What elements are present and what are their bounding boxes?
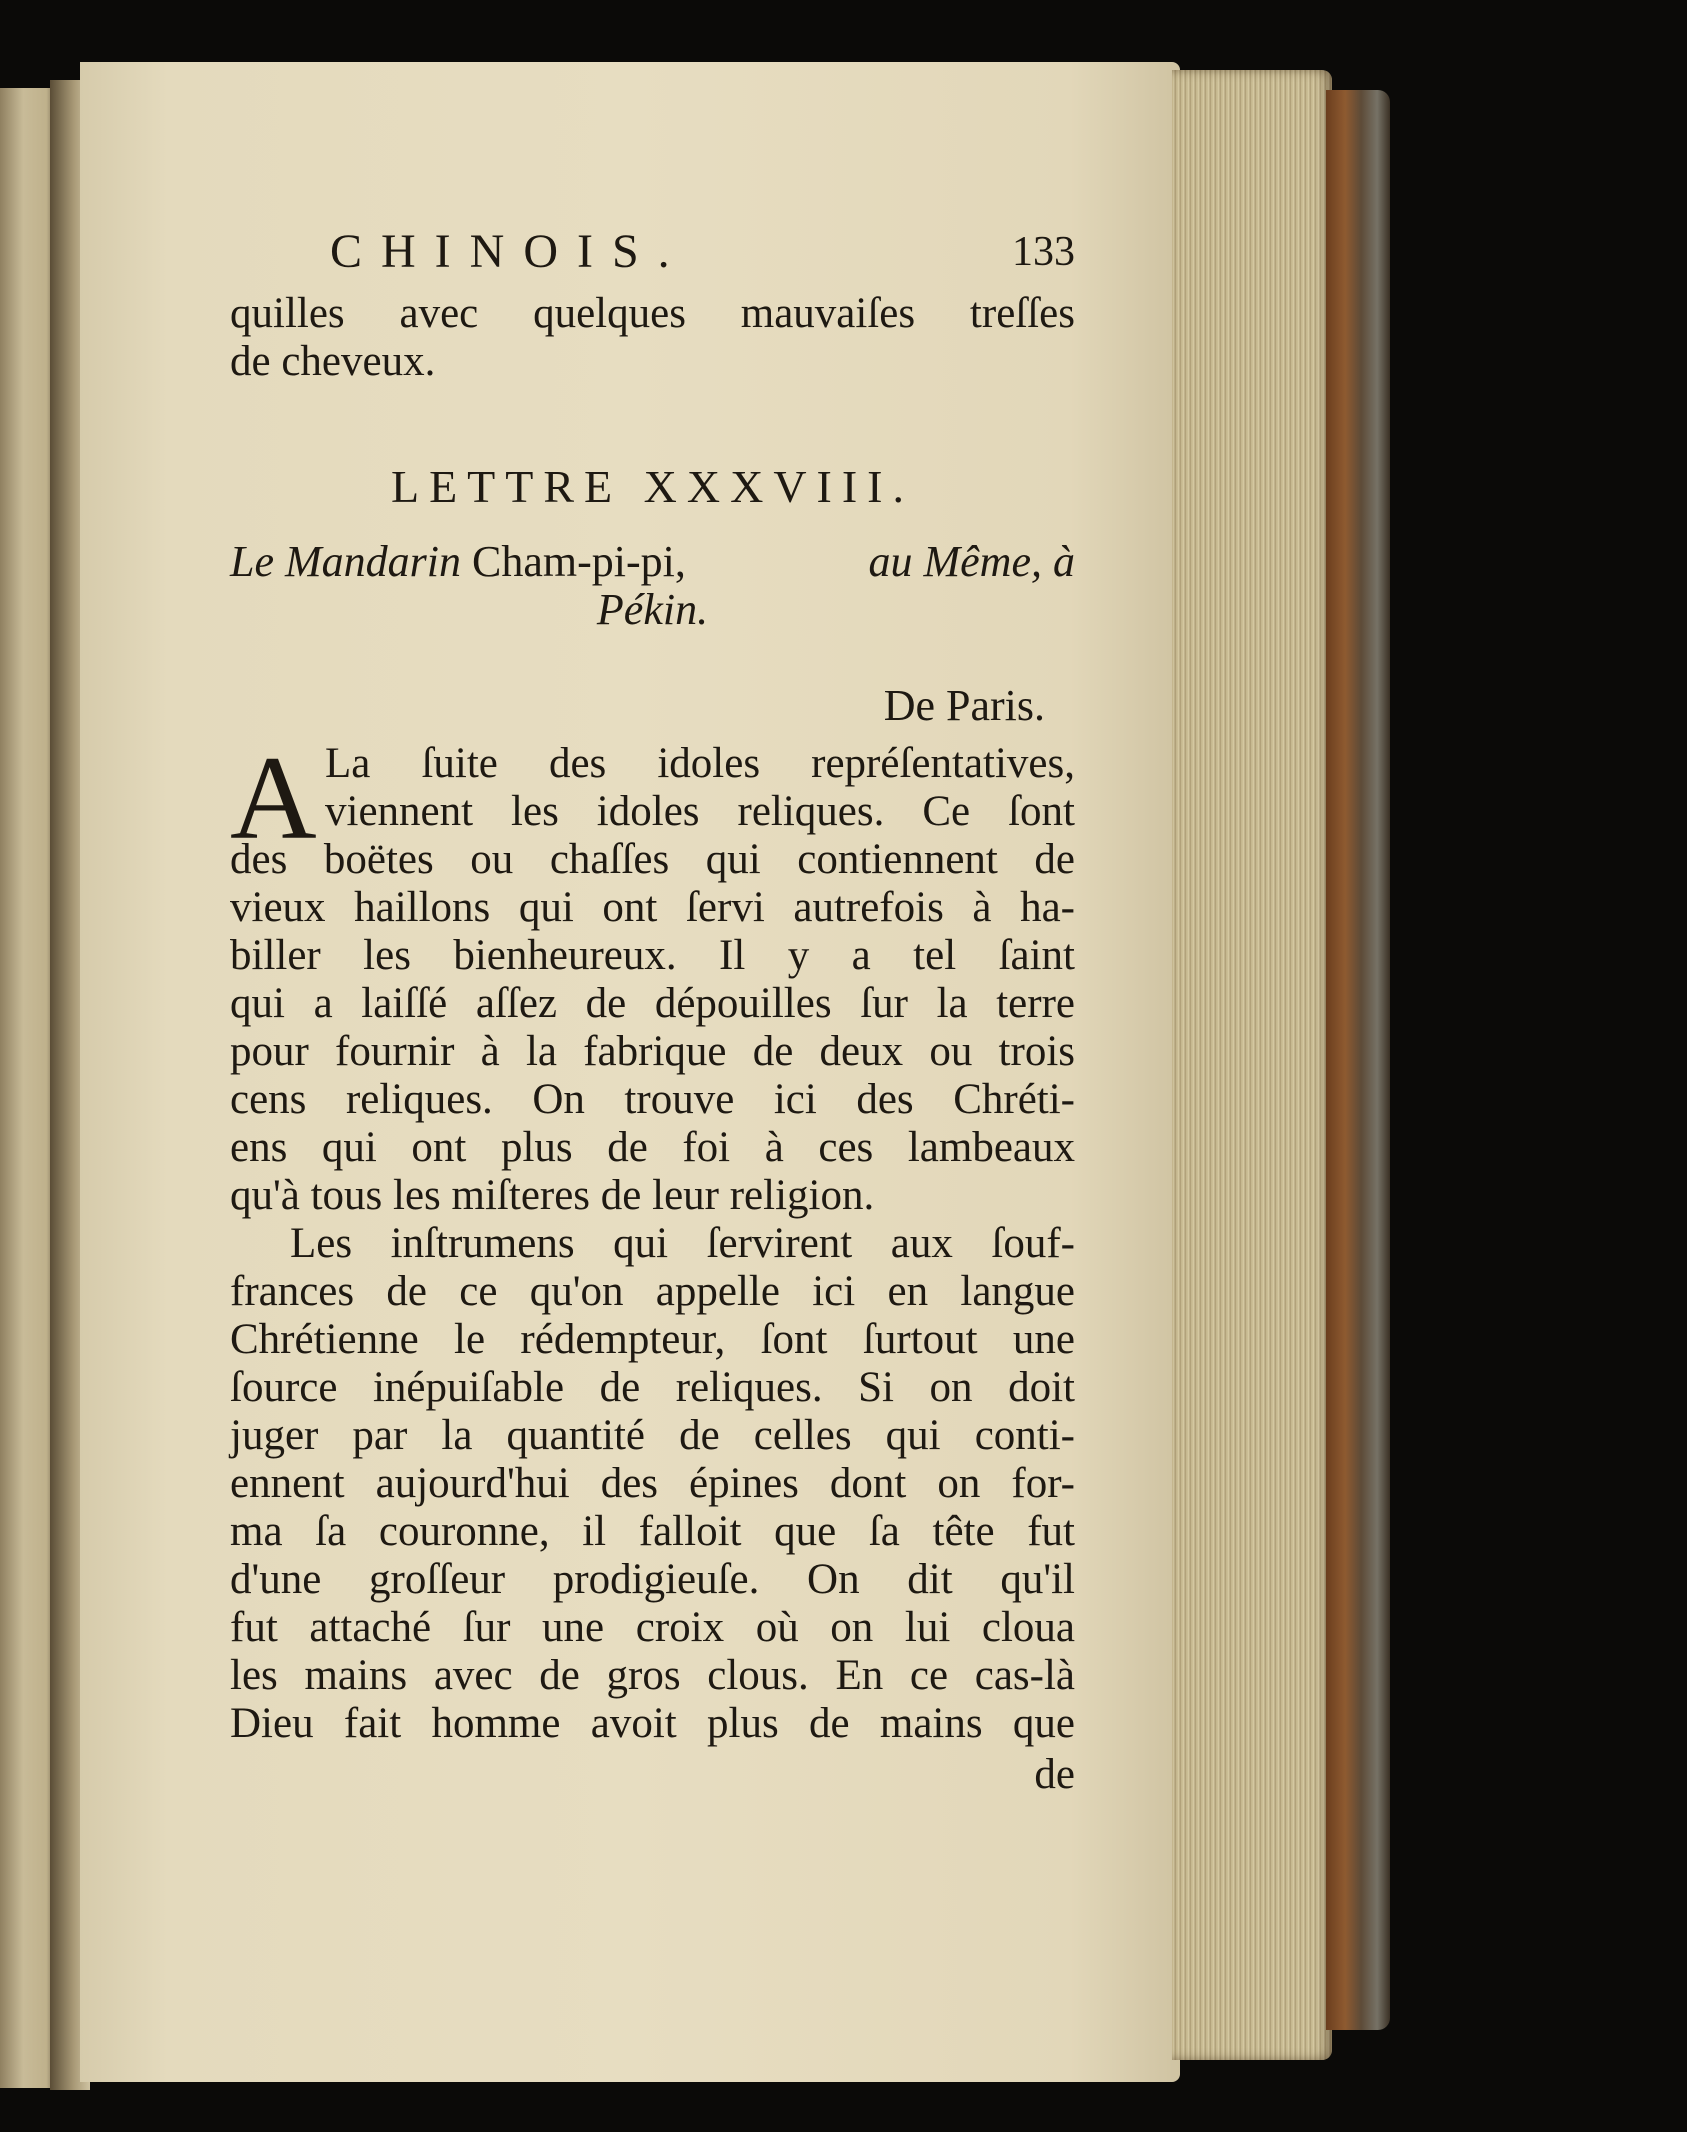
drop-cap: A bbox=[230, 731, 317, 864]
page-number: 133 bbox=[1012, 229, 1075, 275]
text-line: ma ſa couronne, il falloit que ſa tête fut bbox=[230, 1508, 1075, 1555]
text-line: biller les bienheureux. Il y a tel ſaint bbox=[230, 932, 1075, 979]
text-line: Les inſtrumens qui ſervirent aux ſouf- bbox=[290, 1220, 1075, 1267]
text-line: qu'à tous les miſteres de leur religion. bbox=[230, 1172, 875, 1219]
page-block-edges bbox=[1172, 70, 1332, 2060]
text-line: Dieu fait homme avoit plus de mains que bbox=[230, 1700, 1075, 1747]
address-part: au Même, à bbox=[868, 537, 1075, 586]
address-city: Pékin. bbox=[596, 585, 709, 634]
address-name: Cham-pi-pi, bbox=[472, 537, 686, 586]
running-head: CHINOIS. bbox=[330, 225, 689, 278]
letter-address bbox=[230, 538, 1075, 586]
letter-title: LETTRE XXXVIII. bbox=[390, 461, 914, 512]
text-line: des boëtes ou chaſſes qui contiennent de bbox=[230, 836, 1075, 883]
text-line: quilles avec quelques mauvaiſes treſſes bbox=[230, 290, 1075, 337]
text-line: qui a laiſſé aſſez de dépouilles ſur la terre bbox=[230, 980, 1075, 1027]
text-line: ennent aujourd'hui des épines dont on for- bbox=[230, 1460, 1075, 1507]
text-line: d'une groſſeur prodigieuſe. On dit qu'il bbox=[230, 1556, 1075, 1603]
text-line: La ſuite des idoles repréſentatives, bbox=[325, 740, 1075, 787]
text-line: vieux haillons qui ont ſervi autrefois à ha- bbox=[230, 884, 1075, 931]
text-line: fut attaché ſur une croix où on lui cloua bbox=[230, 1604, 1075, 1651]
text-line: cens reliques. On trouve ici des Chréti- bbox=[230, 1076, 1075, 1123]
text-line: pour fournir à la fabrique de deux ou trois bbox=[230, 1028, 1075, 1075]
text-line: juger par la quantité de celles qui conti- bbox=[230, 1412, 1075, 1459]
letter-address-city bbox=[230, 586, 1075, 634]
text-line: frances de ce qu'on appelle ici en langue bbox=[230, 1268, 1075, 1315]
text-line: les mains avec de gros clous. En ce cas-là bbox=[230, 1652, 1075, 1699]
dateline: De Paris. bbox=[883, 681, 1045, 730]
text-line: ens qui ont plus de foi à ces lambeaux bbox=[230, 1124, 1075, 1171]
catchword: de bbox=[1034, 1751, 1075, 1798]
text-line: viennent les idoles reliques. Ce ſont bbox=[325, 788, 1075, 835]
text-line: ſource inépuiſable de reliques. Si on doit bbox=[230, 1364, 1075, 1411]
text-line: de cheveux. bbox=[230, 338, 436, 385]
page-header bbox=[230, 220, 1075, 290]
address-part: Le Mandarin bbox=[230, 537, 461, 586]
leather-cover-edge bbox=[1326, 90, 1390, 2030]
text-line: Chrétienne le rédempteur, ſont ſurtout une bbox=[230, 1316, 1075, 1363]
